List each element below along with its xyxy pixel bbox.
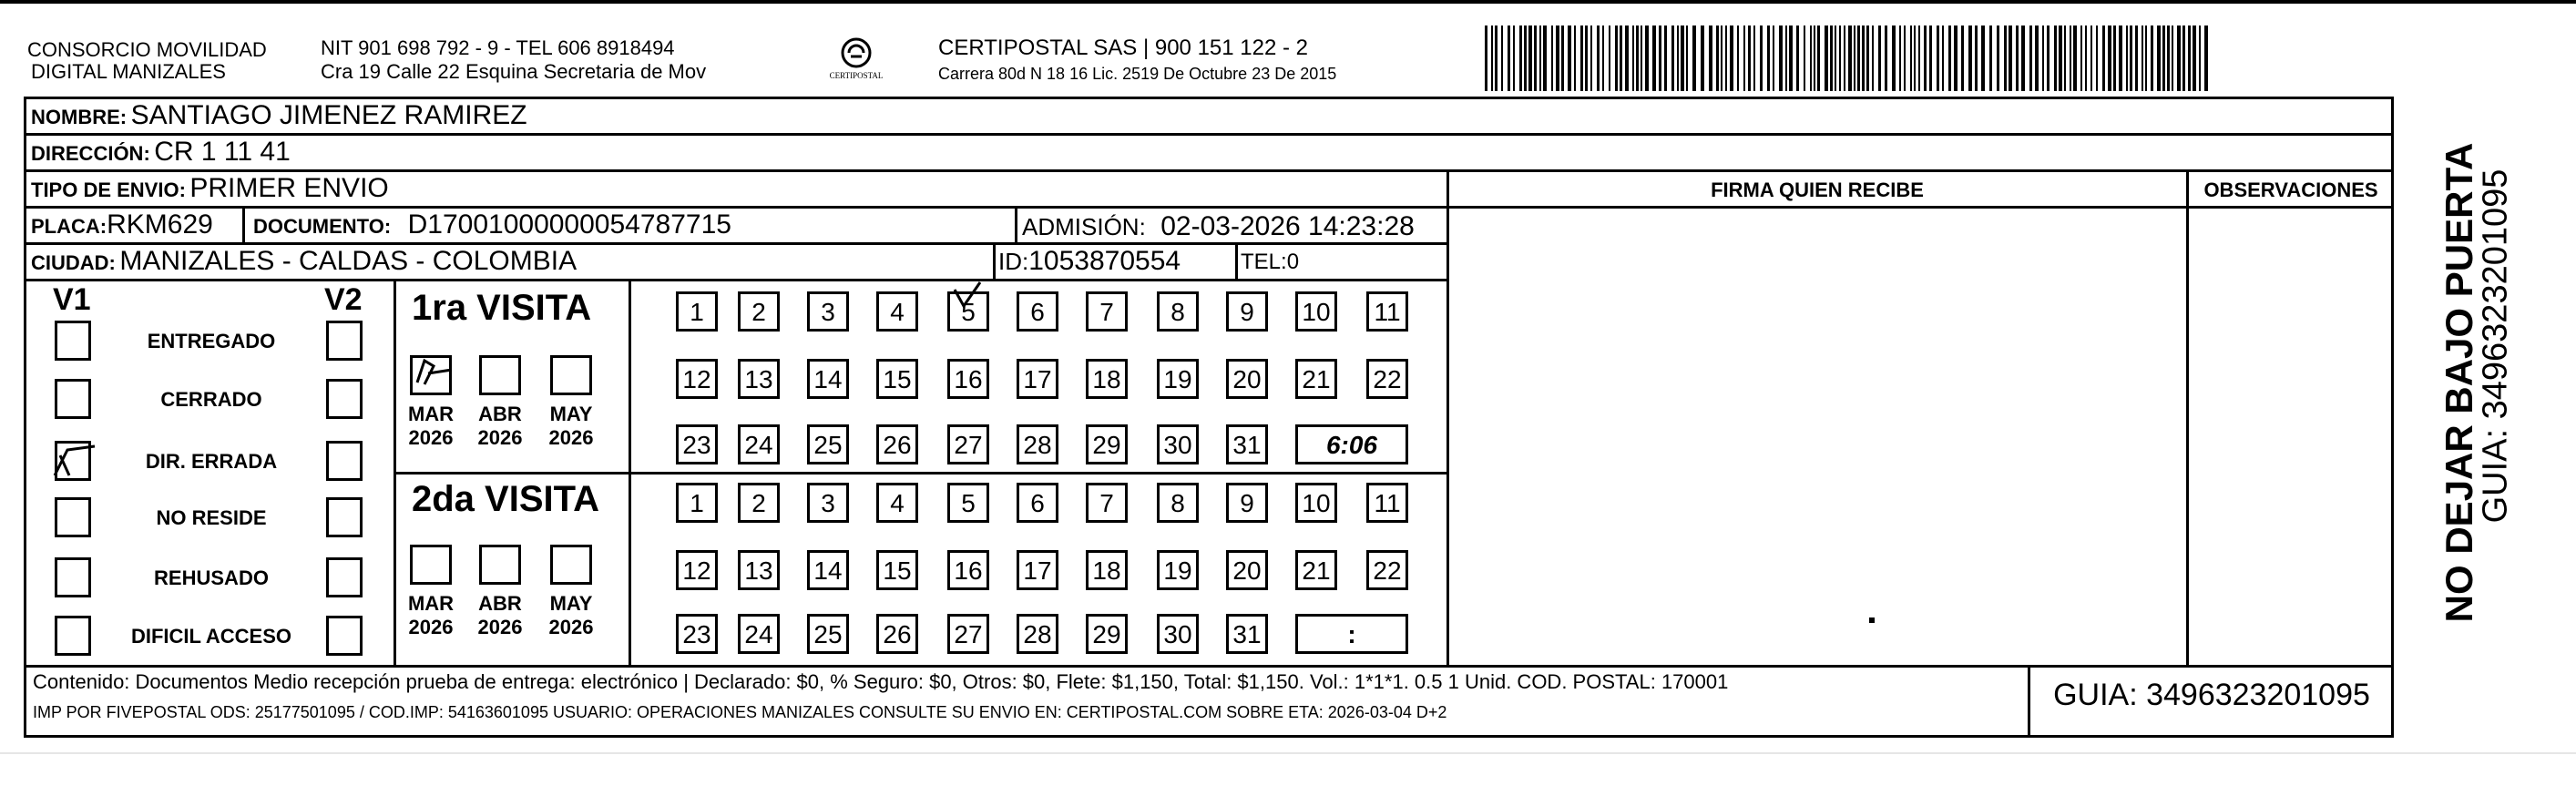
visit2-day-box[interactable]: 10 <box>1295 483 1337 523</box>
visit2-day-box[interactable]: 23 <box>676 614 718 654</box>
visit1-day-box[interactable]: 1 <box>676 291 718 332</box>
admision-label: ADMISIÓN: <box>1022 213 1146 240</box>
visit1-day-box[interactable]: 13 <box>738 359 780 399</box>
tel-value: 0 <box>1286 250 1300 274</box>
visit2-day-box[interactable]: 17 <box>1017 550 1058 590</box>
visit2-day-box[interactable]: 22 <box>1366 550 1408 590</box>
visit2-day-box[interactable]: 3 <box>807 483 849 523</box>
visit1-day-box[interactable]: 5 <box>947 291 989 332</box>
visit1-day-box[interactable]: 7 <box>1086 291 1128 332</box>
visit2-day-box[interactable]: 4 <box>876 483 918 523</box>
status-label: NO RESIDE <box>156 506 267 529</box>
year-label: 2026 <box>408 426 454 449</box>
visit1-day-box[interactable]: 24 <box>738 424 780 464</box>
visit1-day-box[interactable]: 6 <box>1017 291 1058 332</box>
year-label: 2026 <box>477 616 523 638</box>
visit2-day-box[interactable]: 8 <box>1157 483 1199 523</box>
visit1-day-box[interactable]: 15 <box>876 359 918 399</box>
visit2-day-box[interactable]: 20 <box>1226 550 1268 590</box>
visit1-day-box[interactable]: 28 <box>1017 424 1058 464</box>
check-mark-dir-errada <box>55 446 95 475</box>
month-label: MAY <box>549 403 593 425</box>
observaciones-label: OBSERVACIONES <box>2203 179 2378 201</box>
visit2-day-box[interactable]: 26 <box>876 614 918 654</box>
visit2-day-box[interactable]: 29 <box>1086 614 1128 654</box>
visit2-day-box[interactable]: 5 <box>947 483 989 523</box>
visit1-day-box[interactable]: 2 <box>738 291 780 332</box>
visit2-day-box[interactable]: 18 <box>1086 550 1128 590</box>
status-label: REHUSADO <box>154 566 269 589</box>
visit2-day-box[interactable]: 7 <box>1086 483 1128 523</box>
documento-label: DOCUMENTO: <box>253 215 392 238</box>
visit1-day-box[interactable]: 11 <box>1366 291 1408 332</box>
certipostal-line2: Carrera 80d N 18 16 Lic. 2519 De Octubre 23 De 2015 <box>938 65 1337 83</box>
visit1-day-box[interactable]: 19 <box>1157 359 1199 399</box>
company-name-line2: DIGITAL MANIZALES <box>31 60 226 83</box>
status-label: DIR. ERRADA <box>145 450 278 473</box>
logo-text: CERTIPOSTAL <box>829 71 884 80</box>
documento-value: D17001000000054787715 <box>407 209 731 240</box>
company-name-line1: CONSORCIO MOVILIDAD <box>27 38 267 61</box>
month-label: MAR <box>407 403 455 425</box>
status-label: DIFICIL ACCESO <box>130 625 291 648</box>
direccion-label: DIRECCIÓN: <box>31 142 150 165</box>
month-label: MAY <box>549 592 593 615</box>
visit2-day-box[interactable]: 25 <box>807 614 849 654</box>
visit1-day-box[interactable]: 23 <box>676 424 718 464</box>
nit-line: NIT 901 698 792 - 9 - TEL 606 8918494 <box>321 36 675 59</box>
visit1-day-box[interactable]: 4 <box>876 291 918 332</box>
visit1-day-box[interactable]: 30 <box>1157 424 1199 464</box>
visit1-day-box[interactable]: 22 <box>1366 359 1408 399</box>
placa-label: PLACA: <box>31 215 107 238</box>
visit1-day-box[interactable]: 12 <box>676 359 718 399</box>
address-line: Cra 19 Calle 22 Esquina Secretaria de Mov <box>321 60 707 83</box>
visit1-title: 1ra VISITA <box>412 288 592 328</box>
visit2-title: 2da VISITA <box>412 479 599 519</box>
visit1-time-box[interactable]: 6:06 <box>1295 424 1408 464</box>
tipo-value: PRIMER ENVIO <box>189 173 389 203</box>
check-mark-mar <box>417 361 452 384</box>
no-dejar-text: NO DEJAR BAJO PUERTA <box>2438 142 2480 623</box>
check-mark-day5 <box>955 282 980 306</box>
visit2-day-box[interactable]: 11 <box>1366 483 1408 523</box>
visit2-day-box[interactable]: 21 <box>1295 550 1337 590</box>
visit2-day-box[interactable]: 15 <box>876 550 918 590</box>
status-label: CERRADO <box>160 388 262 411</box>
bottom-border-dot <box>0 752 2576 754</box>
visit2-day-box[interactable]: 31 <box>1226 614 1268 654</box>
firma-label: FIRMA QUIEN RECIBE <box>1711 179 1924 201</box>
visit2-day-box[interactable]: 24 <box>738 614 780 654</box>
visit2-day-box[interactable]: 12 <box>676 550 718 590</box>
footer-line1: Contenido: Documentos Medio recepción prueba de entrega: electrónico | Declarado: $0, % Seguro: $0, Otros: $0, Flete: $1,150, Total: $1,150. Vol.: 1*1*1. 0.5 1 Unid. COD. POSTAL: 170001 <box>33 670 1729 693</box>
status-label: ENTREGADO <box>147 330 276 352</box>
visit2-day-box[interactable]: 13 <box>738 550 780 590</box>
admision-value: 02-03-2026 14:23:28 <box>1160 211 1415 241</box>
visit2-day-box[interactable]: 2 <box>738 483 780 523</box>
id-value: 1053870554 <box>1028 246 1181 276</box>
visit2-day-box[interactable]: 27 <box>947 614 989 654</box>
guia-box: GUIA: 3496323201095 <box>2053 678 2370 712</box>
visit2-day-box[interactable]: 19 <box>1157 550 1199 590</box>
nombre-value: SANTIAGO JIMENEZ RAMIREZ <box>130 100 527 130</box>
visit2-day-box[interactable]: 14 <box>807 550 849 590</box>
visit1-day-box[interactable]: 29 <box>1086 424 1128 464</box>
visit2-day-box[interactable]: 30 <box>1157 614 1199 654</box>
v1-label: V1 <box>53 282 91 317</box>
visit2-day-box[interactable]: 6 <box>1017 483 1058 523</box>
visit1-day-box[interactable]: 27 <box>947 424 989 464</box>
visit2-day-box[interactable]: 1 <box>676 483 718 523</box>
side-guia-text: GUIA: 3496323201095 <box>2476 168 2515 524</box>
month-label: MAR <box>407 592 455 615</box>
year-label: 2026 <box>408 616 454 638</box>
visit1-day-box[interactable]: 31 <box>1226 424 1268 464</box>
month-label: ABR <box>478 592 522 615</box>
visit1-day-box[interactable]: 25 <box>807 424 849 464</box>
v2-label: V2 <box>324 282 363 317</box>
visit1-day-box[interactable]: 14 <box>807 359 849 399</box>
id-label: ID: <box>998 248 1029 275</box>
visit1-day-box[interactable]: 26 <box>876 424 918 464</box>
nombre-label: NOMBRE: <box>31 106 128 128</box>
guia-box-divider <box>2028 665 2030 738</box>
visit1-day-box[interactable]: 3 <box>807 291 849 332</box>
month-label: ABR <box>478 403 522 425</box>
year-label: 2026 <box>548 616 594 638</box>
visit1-day-box[interactable]: 8 <box>1157 291 1199 332</box>
year-label: 2026 <box>477 426 523 449</box>
visit1-day-box[interactable]: 9 <box>1226 291 1268 332</box>
tel-label: TEL: <box>1241 250 1287 274</box>
visit1-day-box[interactable]: 10 <box>1295 291 1337 332</box>
visit2-day-box[interactable]: 28 <box>1017 614 1058 654</box>
visit2-time-box[interactable]: : <box>1295 614 1408 654</box>
visit1-day-box[interactable]: 16 <box>947 359 989 399</box>
footer-line2: IMP POR FIVEPOSTAL ODS: 25177501095 / COD.IMP: 54163601095 USUARIO: OPERACIONES MANIZALES CONSULTE SU ENVIO EN: CERTIPOSTAL.COM SOBRE ETA: 2026-03-04 D+2 <box>33 703 1447 721</box>
visit2-day-box[interactable]: 9 <box>1226 483 1268 523</box>
direccion-value: CR 1 11 41 <box>154 137 291 167</box>
year-label: 2026 <box>548 426 594 449</box>
certipostal-line1: CERTIPOSTAL SAS | 900 151 122 - 2 <box>938 36 1308 60</box>
visit1-day-box[interactable]: 20 <box>1226 359 1268 399</box>
visit1-day-box[interactable]: 21 <box>1295 359 1337 399</box>
visit2-day-box[interactable]: 16 <box>947 550 989 590</box>
ciudad-value: MANIZALES - CALDAS - COLOMBIA <box>119 246 578 276</box>
visit1-day-box[interactable]: 18 <box>1086 359 1128 399</box>
visit1-day-box[interactable]: 17 <box>1017 359 1058 399</box>
ciudad-label: CIUDAD: <box>31 251 116 274</box>
tipo-label: TIPO DE ENVIO: <box>31 179 186 201</box>
placa-value: RKM629 <box>107 209 213 240</box>
